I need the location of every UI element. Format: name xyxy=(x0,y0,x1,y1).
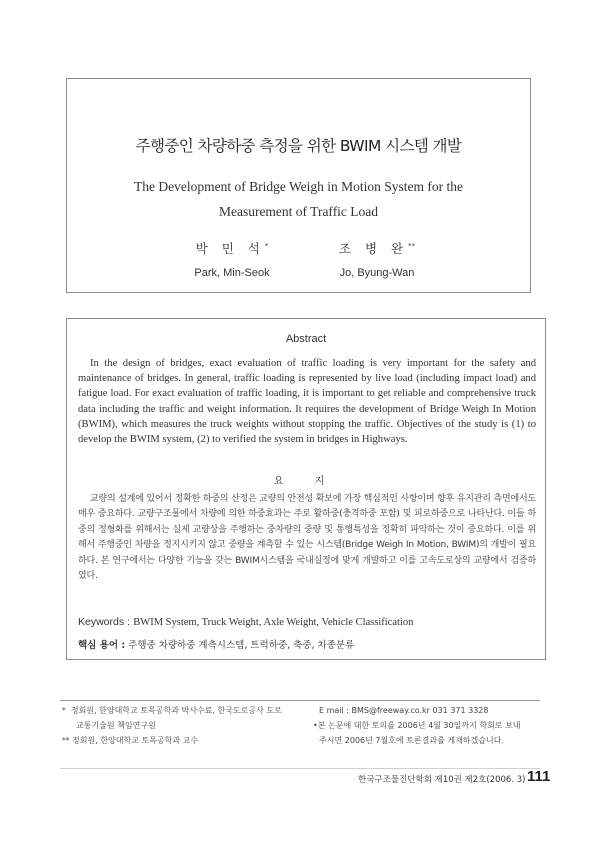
abstract-box xyxy=(66,318,546,660)
footnotes-right xyxy=(313,703,543,748)
author-2-english: Jo, Byung-Wan xyxy=(339,267,415,279)
title-english-line1: The Development of Bridge Weigh in Motion System for the xyxy=(134,179,463,194)
footnotes-left xyxy=(62,703,302,748)
author-1 xyxy=(162,239,302,279)
summary-text: 교량의 설계에 있어서 정확한 하중의 산정은 교량의 안전성 확보에 가장 핵심적인 사항이며 향후 유지관리 측면에서도 매우 중요하다. 교량구조물에서 차량에 의한 하중효과는 주로 활하중(충격하중 포함) 및 피로하중으로 나타난다. 이들 하중의 정형화를 위해서는 실제 교량상을 주행하는 중차량의 중량 및 통행특성을 정확히 파악하는 것이 중요하다. 이를 위해서 주행중인 차량을 정지시키지 않고 중량을 계측할 수 있는 시스템(Bridge Weigh In Motion, BWIM)의 개발이 필요하다. 본 연구에서는 다양한 기능을 갖는 BWIM시스템을 국내실정에 맞게 개발하고 이를 고속도로상의 교량에서 검증하였다. xyxy=(78,494,536,582)
footnote-right-2: •본 논문에 대한 토의를 2006년 4월 30일까지 학회로 보내 xyxy=(313,721,521,730)
title-english-line2: Measurement of Traffic Load xyxy=(218,204,379,219)
footnote-left-2: 교통기술원 책임연구원 xyxy=(76,721,156,730)
keywords-line xyxy=(78,616,413,628)
footnote-right-3: 주시면 2006년 7월호에 토론결과를 게재하겠습니다. xyxy=(319,736,504,745)
core-terms-line xyxy=(78,637,354,651)
abstract-text: In the design of bridges, exact evaluation of traffic loading is very important for the safety and maintenance of bridges. In general, traffic loading is represented by live load (including impact load) and fatigue load. For exact evaluation of traffic loading, it is important to get reliable and comprehensive truck data including the traffic and weight information. It requires the development of Bridge Weigh In Motion (BWIM), which measures the truck weights without stopping the traffic. Objectives of the study is (1) to develop the BWIM system, (2) to verified the system in bridges in Highways. xyxy=(78,358,536,446)
journal-citation: 한국구조물진단학회 제10권 제2호(2006. 3) xyxy=(358,775,526,785)
title-box xyxy=(66,78,531,293)
footer-divider xyxy=(60,768,540,769)
author-1-english: Park, Min-Seok xyxy=(194,267,270,279)
author-1-korean: 박 민 석* xyxy=(195,241,269,256)
title-english xyxy=(67,174,530,224)
author-2 xyxy=(307,239,447,279)
author-2-korean: 조 병 완** xyxy=(338,241,416,256)
title-korean: 주행중인 차량하중 측정을 위한 BWIM 시스템 개발 xyxy=(135,137,462,155)
abstract-heading: Abstract xyxy=(285,333,327,345)
core-terms-value: 주행중 차량하중 계측시스템, 트럭하중, 축중, 차종분류 xyxy=(128,640,355,651)
summary-heading: 요 지 xyxy=(273,476,339,487)
footnote-divider xyxy=(60,700,540,701)
footnote-left-1: * 정회원, 한양대학교 토목공학과 박사수료, 한국도로공사 도로 xyxy=(62,706,282,715)
keywords-label: Keywords : xyxy=(78,616,130,628)
core-terms-label: 핵심 용어 : xyxy=(78,640,126,651)
page-number: 111 xyxy=(527,768,551,785)
footnote-left-3: ** 정회원, 한양대학교 토목공학과 교수 xyxy=(62,736,199,745)
keywords-value: BWIM System, Truck Weight, Axle Weight, Vehicle Classification xyxy=(133,617,414,628)
footnote-right-1: E mail : BMS@freeway.co.kr 031 371 3328 xyxy=(319,706,489,715)
